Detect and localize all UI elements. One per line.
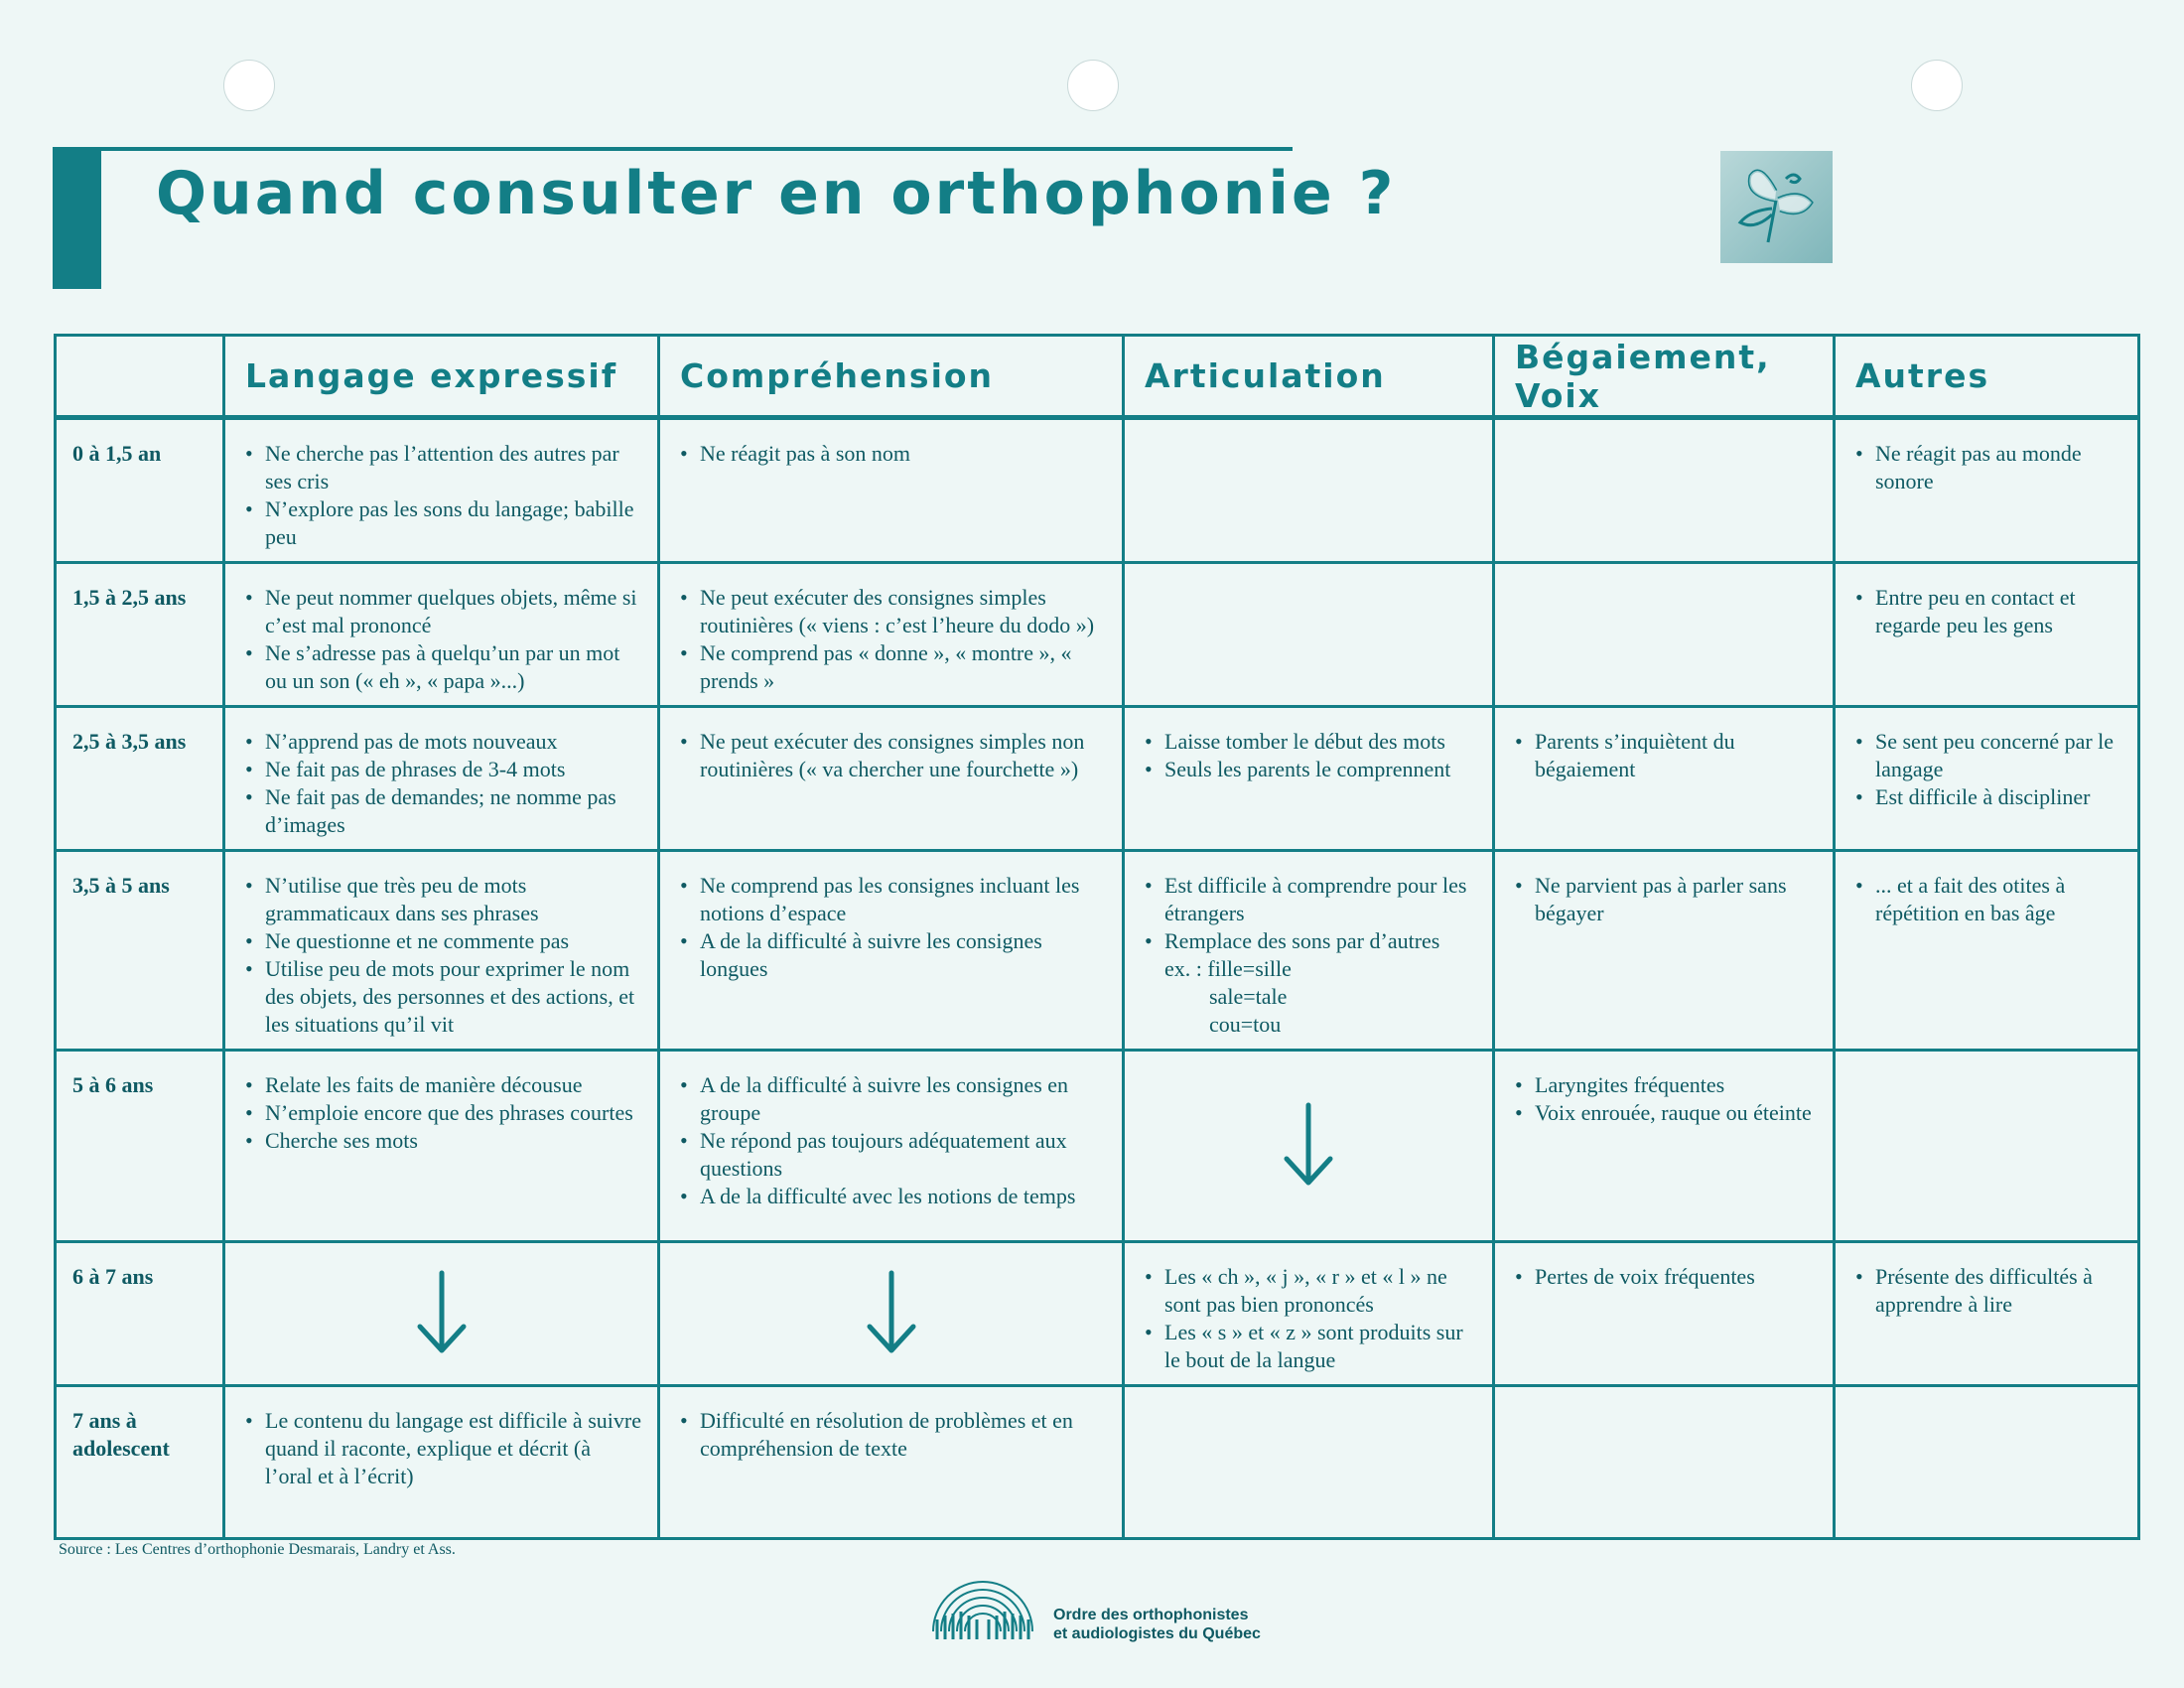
list-item: • Utilise peu de mots pour exprimer le nom des objets, des personnes et des actions, et les situations qu’il vit — [245, 955, 643, 1039]
cell-langage — [225, 852, 660, 1052]
cell-begaiement — [1495, 1052, 1836, 1243]
cell-comprehension — [660, 1387, 1125, 1537]
cell-comprehension — [660, 1243, 1125, 1387]
cell-comprehension — [660, 852, 1125, 1052]
list-item: • Ne cherche pas l’attention des autres par ses cris — [245, 440, 643, 495]
list-item: • Ne comprend pas « donne », « montre », « prends » — [680, 639, 1108, 695]
list-item: • Les « ch », « j », « r » et « l » ne sont pas bien prononcés — [1145, 1263, 1478, 1319]
list-item: • Laryngites fréquentes — [1515, 1071, 1819, 1099]
list-item: • Difficulté en résolution de problèmes et en compréhension de texte — [680, 1407, 1108, 1463]
cell-begaiement — [1495, 420, 1836, 564]
table-row — [57, 1387, 2137, 1537]
list-item: • Ne fait pas de demandes; ne nomme pas d’images — [245, 783, 643, 839]
cell-langage — [225, 1052, 660, 1243]
list-item: • Ne réagit pas à son nom — [680, 440, 1108, 468]
list-item: • Ne s’adresse pas à quelqu’un par un mot ou un son (« eh », « papa »...) — [245, 639, 643, 695]
list-item: • Ne fait pas de phrases de 3-4 mots — [245, 756, 643, 783]
arrow-down-icon — [1279, 1101, 1338, 1191]
list-item: • N’explore pas les sons du langage; babille peu — [245, 495, 643, 551]
cell-comprehension — [660, 1052, 1125, 1243]
list-item: • N’utilise que très peu de mots grammaticaux dans ses phrases — [245, 872, 643, 927]
cell-begaiement — [1495, 564, 1836, 708]
articulation-example — [1125, 955, 1492, 1049]
cell-articulation — [1125, 420, 1495, 564]
arrow-down-icon — [862, 1269, 921, 1358]
cell-autres — [1836, 1387, 2137, 1537]
list-item: • Cherche ses mots — [245, 1127, 643, 1155]
header-age — [57, 337, 225, 420]
header-row — [57, 337, 2137, 420]
list-item: • N’apprend pas de mots nouveaux — [245, 728, 643, 756]
cell-begaiement — [1495, 1243, 1836, 1387]
age-cell: 6 à 7 ans — [57, 1243, 225, 1387]
list-item: • A de la difficulté à suivre les consignes longues — [680, 927, 1108, 983]
butterfly-icon — [1720, 151, 1833, 263]
cell-autres — [1836, 420, 2137, 564]
age-cell: 3,5 à 5 ans — [57, 852, 225, 1052]
list-item: • A de la difficulté à suivre les consignes en groupe — [680, 1071, 1108, 1127]
list-item: • Présente des difficultés à apprendre à lire — [1855, 1263, 2123, 1319]
list-item: • ... et a fait des otites à répétition en bas âge — [1855, 872, 2123, 927]
age-cell: 2,5 à 3,5 ans — [57, 708, 225, 852]
source-note: Source : Les Centres d’orthophonie Desmarais, Landry et Ass. — [59, 1541, 456, 1558]
org-name — [1053, 1606, 1261, 1643]
cell-begaiement — [1495, 1387, 1836, 1537]
list-item: • Est difficile à discipliner — [1855, 783, 2123, 811]
header-comprehension: Compréhension — [660, 337, 1125, 420]
cell-autres — [1836, 1052, 2137, 1243]
table-row — [57, 708, 2137, 852]
org-name-line: Ordre des orthophonistes — [1053, 1607, 1249, 1623]
cell-articulation — [1125, 708, 1495, 852]
list-item: • Entre peu en contact et regarde peu les gens — [1855, 584, 2123, 639]
list-item: • Ne peut exécuter des consignes simples routinières (« viens : c’est l’heure du dodo ») — [680, 584, 1108, 639]
cell-autres — [1836, 708, 2137, 852]
cell-comprehension — [660, 420, 1125, 564]
list-item: • Ne comprend pas les consignes incluant les notions d’espace — [680, 872, 1108, 927]
age-cell: 7 ans à adolescent — [57, 1387, 225, 1537]
header-begaiement-voix: Bégaiement, Voix — [1495, 337, 1836, 420]
cell-comprehension — [660, 564, 1125, 708]
list-item: • Ne parvient pas à parler sans bégayer — [1515, 872, 1819, 927]
list-item: • Seuls les parents le comprennent — [1145, 756, 1478, 783]
cell-langage — [225, 708, 660, 852]
header-autres: Autres — [1836, 337, 2137, 420]
age-cell: 5 à 6 ans — [57, 1052, 225, 1243]
cell-articulation — [1125, 852, 1495, 1052]
list-item: • Pertes de voix fréquentes — [1515, 1263, 1819, 1291]
cell-articulation — [1125, 564, 1495, 708]
list-item: • Est difficile à comprendre pour les étrangers — [1145, 872, 1478, 927]
cell-articulation — [1125, 1243, 1495, 1387]
cell-langage — [225, 420, 660, 564]
list-item: • Ne questionne et ne commente pas — [245, 927, 643, 955]
cell-autres — [1836, 852, 2137, 1052]
org-name-line: et audiologistes du Québec — [1053, 1625, 1261, 1642]
list-item: • A de la difficulté avec les notions de temps — [680, 1183, 1108, 1210]
list-item: • Se sent peu concerné par le langage — [1855, 728, 2123, 783]
cell-articulation — [1125, 1387, 1495, 1537]
cell-articulation — [1125, 1052, 1495, 1243]
list-item: • Le contenu du langage est difficile à suivre quand il raconte, explique et décrit (à l’oral et à l’écrit) — [245, 1407, 643, 1490]
header-langage-expressif: Langage expressif — [225, 337, 660, 420]
list-item: • Ne peut nommer quelques objets, même si c’est mal prononcé — [245, 584, 643, 639]
cell-langage — [225, 564, 660, 708]
consultation-table — [54, 334, 2140, 1540]
list-item: • Laisse tomber le début des mots — [1145, 728, 1478, 756]
table-row — [57, 852, 2137, 1052]
age-cell: 0 à 1,5 an — [57, 420, 225, 564]
list-item: • Voix enrouée, rauque ou éteinte — [1515, 1099, 1819, 1127]
cell-langage — [225, 1387, 660, 1537]
example-line: ex. : fille=sille — [1164, 956, 1292, 981]
punch-hole-center — [1067, 60, 1119, 111]
table-row — [57, 564, 2137, 708]
list-item: • N’emploie encore que des phrases courtes — [245, 1099, 643, 1127]
title-accent-bar — [53, 147, 101, 289]
list-item: • Ne réagit pas au monde sonore — [1855, 440, 2123, 495]
page-title: Quand consulter en orthophonie ? — [156, 159, 1397, 228]
table-row — [57, 1052, 2137, 1243]
table-row — [57, 420, 2137, 564]
list-item: • Ne répond pas toujours adéquatement aux questions — [680, 1127, 1108, 1183]
list-item: • Les « s » et « z » sont produits sur le bout de la langue — [1145, 1319, 1478, 1374]
cell-autres — [1836, 564, 2137, 708]
arrow-down-icon — [412, 1269, 472, 1358]
cell-begaiement — [1495, 708, 1836, 852]
age-cell: 1,5 à 2,5 ans — [57, 564, 225, 708]
example-line: sale=tale — [1209, 984, 1288, 1009]
cell-comprehension — [660, 708, 1125, 852]
list-item: • Ne peut exécuter des consignes simples non routinières (« va chercher une fourchette ») — [680, 728, 1108, 783]
cell-autres — [1836, 1243, 2137, 1387]
punch-hole-left — [223, 60, 275, 111]
list-item: • Relate les faits de manière décousue — [245, 1071, 643, 1099]
cell-langage — [225, 1243, 660, 1387]
sound-wave-logo — [923, 1572, 1042, 1641]
title-rule — [53, 147, 1293, 151]
punch-hole-right — [1911, 60, 1963, 111]
list-item: • Remplace des sons par d’autres — [1145, 927, 1478, 955]
table-row — [57, 1243, 2137, 1387]
header-articulation: Articulation — [1125, 337, 1495, 420]
cell-begaiement — [1495, 852, 1836, 1052]
example-line: cou=tou — [1209, 1012, 1282, 1037]
list-item: • Parents s’inquiètent du bégaiement — [1515, 728, 1819, 783]
